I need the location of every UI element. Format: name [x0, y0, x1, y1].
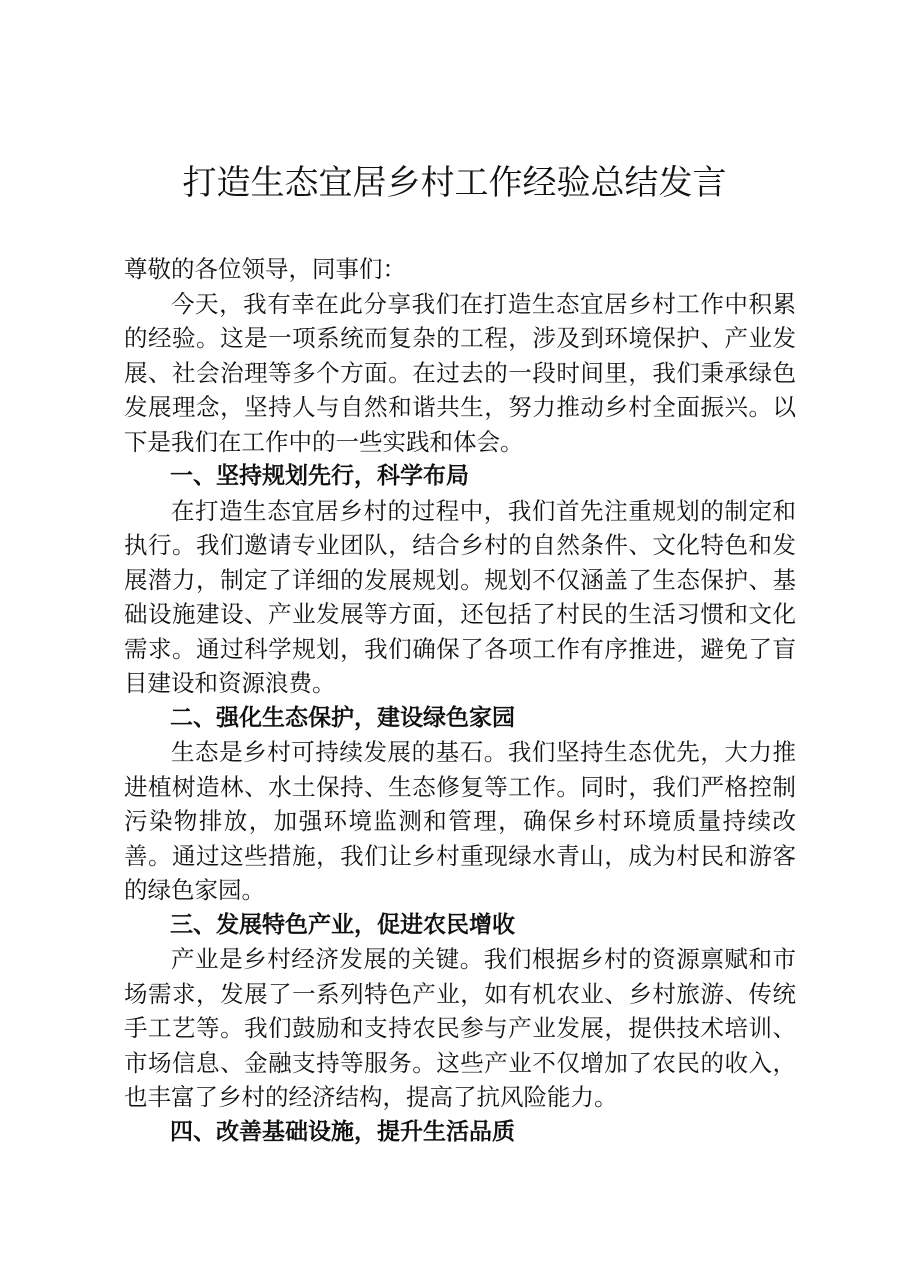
section-paragraph-1: 在打造生态宜居乡村的过程中，我们首先注重规划的制定和执行。我们邀请专业团队，结合乡村的自然条件、文化特色和发展潜力，制定了详细的发展规划。规划不仅涵盖了生态保护、基础设施建设、产业发展等方面，还包括了村民的生活习惯和文化需求。通过科学规划，我们确保了各项工作有序推进，避免了盲目建设和资源浪费。: [124, 496, 796, 697]
salutation: 尊敬的各位领导，同事们：: [124, 255, 406, 283]
section-paragraph-3: 产业是乡村经济发展的关键。我们根据乡村的资源禀赋和市场需求，发展了一系列特色产业，如有机农业、乡村旅游、传统手工艺等。我们鼓励和支持农民参与产业发展，提供技术培训、市场信息、金融支持等服务。这些产业不仅增加了农民的收入，也丰富了乡村的经济结构，提高了抗风险能力。: [124, 945, 796, 1111]
document-body: [124, 252, 796, 1149]
section-heading-4: 四、改善基础设施，提升生活品质: [170, 1118, 515, 1145]
section-heading-3: 三、发展特色产业，促进农民增收: [170, 911, 515, 938]
document-title: 打造生态宜居乡村工作经验总结发言: [182, 163, 727, 203]
intro-paragraph: 今天，我有幸在此分享我们在打造生态宜居乡村工作中积累的经验。这是一项系统而复杂的工程，涉及到环境保护、产业发展、社会治理等多个方面。在过去的一段时间里，我们秉承绿色发展理念，坚持人与自然和谐共生，努力推动乡村全面振兴。以下是我们在工作中的一些实践和体会。: [124, 289, 796, 456]
section-heading-2: 二、强化生态保护，建设绿色家园: [170, 704, 515, 731]
section-paragraph-2: 生态是乡村可持续发展的基石。我们坚持生态优先，大力推进植树造林、水土保持、生态修复等工作。同时，我们严格控制污染物排放，加强环境监测和管理，确保乡村环境质量持续改善。通过这些措施，我们让乡村重现绿水青山，成为村民和游客的绿色家园。: [124, 738, 796, 904]
section-heading-1: 一、坚持规划先行，科学布局: [170, 463, 469, 489]
